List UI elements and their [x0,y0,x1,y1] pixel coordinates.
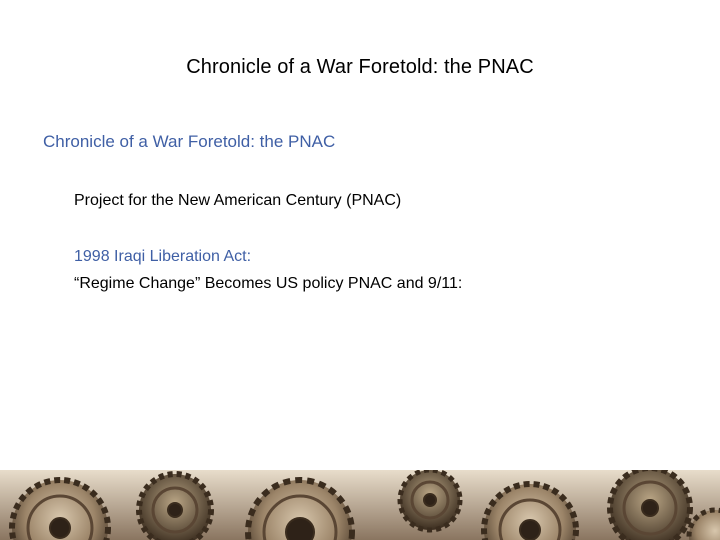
gear-icon [400,470,460,530]
slide-subtitle: Chronicle of a War Foretold: the PNAC [43,132,336,151]
slide-title: Chronicle of a War Foretold: the PNAC [186,56,534,78]
bullet-pnac: Project for the New American Century (PNAC) [74,192,402,209]
gear-banner-image [0,470,720,540]
bullet-regime-change: “Regime Change” Becomes US policy PNAC and 9/11: [74,275,463,292]
bullet-iraqi-liberation-act: 1998 Iraqi Liberation Act: [74,248,252,265]
gear-icon [610,470,690,540]
